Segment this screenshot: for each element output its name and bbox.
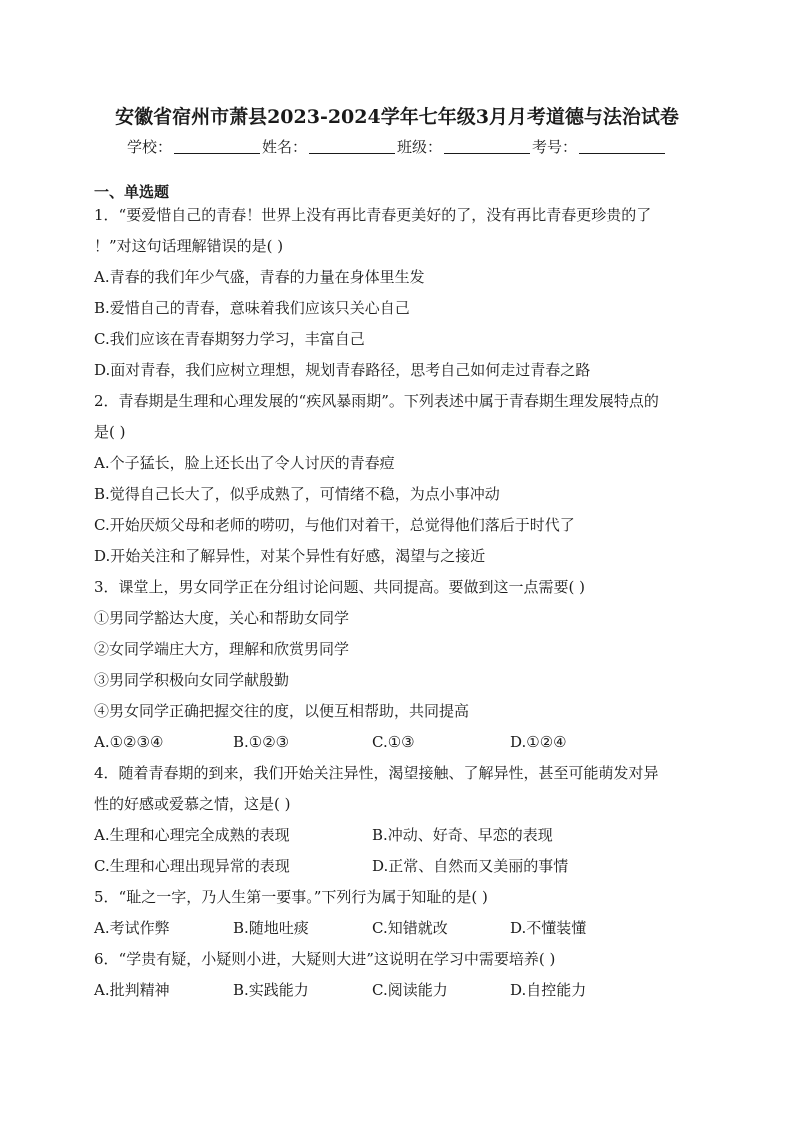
question-3-statement-3: ③男同学积极向女同学献殷勤 <box>94 671 290 689</box>
question-2-option-a[interactable]: A.个子猛长，脸上还长出了令人讨厌的青春痘 <box>94 454 395 472</box>
class-label: 班级： <box>397 138 443 156</box>
class-blank[interactable] <box>444 139 530 154</box>
question-2-stem-cont: 是( ) <box>94 423 126 441</box>
question-4-stem-cont: 性的好感或爱慕之情，这是( ) <box>94 795 291 813</box>
question-4-stem: 4．随着青春期的到来，我们开始关注异性，渴望接触、了解异性，甚至可能萌发对异 <box>94 764 659 782</box>
question-6-option-b[interactable]: B.实践能力 <box>233 981 309 999</box>
question-2-option-c[interactable]: C.开始厌烦父母和老师的唠叨，与他们对着干，总觉得他们落后于时代了 <box>94 516 575 534</box>
question-4-option-b[interactable]: B.冲动、好奇、早恋的表现 <box>372 826 553 844</box>
question-4-option-d[interactable]: D.正常、自然而又美丽的事情 <box>372 857 569 875</box>
question-4-option-a[interactable]: A.生理和心理完全成熟的表现 <box>94 826 290 844</box>
question-5-option-b[interactable]: B.随地吐痰 <box>233 919 309 937</box>
question-3-statement-1: ①男同学豁达大度，关心和帮助女同学 <box>94 609 350 627</box>
name-label: 姓名： <box>261 138 307 156</box>
question-3-option-d[interactable]: D.①②④ <box>510 733 567 751</box>
question-1-stem-cont: ！”对这句话理解错误的是( ) <box>94 237 284 255</box>
section-title: 一、单选题 <box>94 183 170 201</box>
question-1-option-a[interactable]: A.青春的我们年少气盛，青春的力量在身体里生发 <box>94 268 425 286</box>
question-2-option-d[interactable]: D.开始关注和了解异性，对某个异性有好感，渴望与之接近 <box>94 547 486 565</box>
question-3-option-a[interactable]: A.①②③④ <box>94 733 164 751</box>
question-5-option-a[interactable]: A.考试作弊 <box>94 919 170 937</box>
question-3-stem: 3．课堂上，男女同学正在分组讨论问题、共同提高。要做到这一点需要( ) <box>94 578 586 596</box>
exam-title: 安徽省宿州市萧县2023-2024学年七年级3月月考道德与法治试卷 <box>115 106 679 128</box>
exam-number-label: 考号： <box>532 138 578 156</box>
question-3-option-c[interactable]: C.①③ <box>372 733 415 751</box>
question-5-option-c[interactable]: C.知错就改 <box>372 919 448 937</box>
question-5-stem: 5．“耻之一字，乃人生第一要事。”下列行为属于知耻的是( ) <box>94 888 488 906</box>
question-6-option-d[interactable]: D.自控能力 <box>510 981 587 999</box>
question-1-stem: 1．“要爱惜自己的青春！世界上没有再比青春更美好的了，没有再比青春更珍贵的了 <box>94 206 652 224</box>
question-3-option-b[interactable]: B.①②③ <box>233 733 290 751</box>
question-6-stem: 6．“学贵有疑，小疑则小进，大疑则大进”这说明在学习中需要培养( ) <box>94 950 556 968</box>
school-label: 学校： <box>126 138 172 156</box>
exam-number-blank[interactable] <box>579 139 665 154</box>
question-4-option-c[interactable]: C.生理和心理出现异常的表现 <box>94 857 290 875</box>
question-2-option-b[interactable]: B.觉得自己长大了，似乎成熟了，可情绪不稳，为点小事冲动 <box>94 485 500 503</box>
question-6-option-a[interactable]: A.批判精神 <box>94 981 170 999</box>
question-6-option-c[interactable]: C.阅读能力 <box>372 981 448 999</box>
student-info-row <box>0 136 794 157</box>
school-blank[interactable] <box>174 139 260 154</box>
question-1-option-b[interactable]: B.爱惜自己的青春，意味着我们应该只关心自己 <box>94 299 410 317</box>
question-1-option-d[interactable]: D.面对青春，我们应树立理想，规划青春路径，思考自己如何走过青春之路 <box>94 361 591 379</box>
question-3-statement-4: ④男女同学正确把握交往的度，以便互相帮助，共同提高 <box>94 702 470 720</box>
name-blank[interactable] <box>309 139 395 154</box>
question-3-statement-2: ②女同学端庄大方，理解和欣赏男同学 <box>94 640 350 658</box>
question-2-stem: 2．青春期是生理和心理发展的“疾风暴雨期”。下列表述中属于青春期生理发展特点的 <box>94 392 659 410</box>
question-1-option-c[interactable]: C.我们应该在青春期努力学习，丰富自己 <box>94 330 365 348</box>
question-5-option-d[interactable]: D.不懂装懂 <box>510 919 587 937</box>
